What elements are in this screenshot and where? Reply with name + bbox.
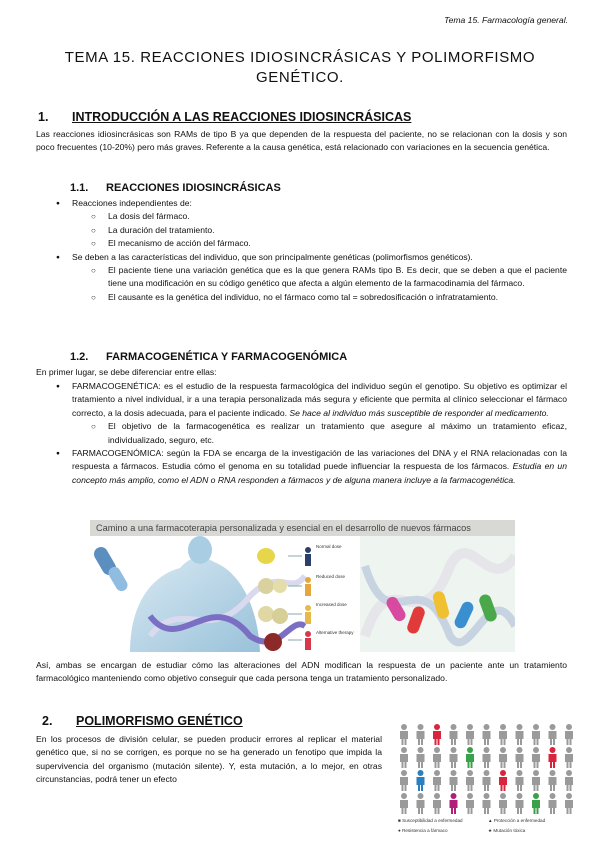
person-icon bbox=[450, 770, 458, 791]
subsection-1-1-body bbox=[54, 197, 567, 304]
person-icon bbox=[305, 605, 311, 624]
person-icon bbox=[417, 793, 425, 814]
person-icon bbox=[433, 747, 441, 768]
section-2-heading bbox=[42, 713, 243, 729]
person-icon bbox=[565, 793, 573, 814]
person-icon bbox=[483, 793, 491, 814]
pill-icon bbox=[272, 608, 288, 624]
figure-illustration bbox=[90, 536, 515, 652]
person-icon bbox=[466, 770, 474, 791]
closing-paragraph: Así, ambas se encargan de estudiar cómo las alteraciones del ADN modifican la respuesta de un paciente ante un tratamiento farmacológico manteniendo como objetivo conseguir que cada persona tenga un tratamiento personalizado. bbox=[36, 660, 567, 684]
list-item: ○ El causante es la genética del individuo, no el fármaco como tal = sobredosificación o infratratamiento. bbox=[90, 291, 567, 304]
legend-normal-dose: Normal dose bbox=[316, 544, 342, 549]
person-icon bbox=[400, 747, 408, 768]
section-2-number: 2. bbox=[42, 714, 53, 728]
person-icon bbox=[466, 724, 474, 745]
bullet-farmacogenetica bbox=[54, 380, 567, 447]
bullet-farmacogenomica bbox=[54, 447, 567, 487]
person-icon bbox=[565, 770, 573, 791]
person-icon bbox=[466, 747, 474, 768]
person-icon bbox=[450, 724, 458, 745]
subsection-1-2-title: FARMACOGENÉTICA Y FARMACOGENÓMICA bbox=[106, 351, 348, 363]
polymorphism-people-figure bbox=[392, 720, 578, 838]
subsection-1-2-number: 1.2. bbox=[70, 351, 89, 363]
list-item: ○ La duración del tratamiento. bbox=[90, 224, 567, 237]
bullet-characteristics bbox=[54, 251, 567, 305]
bullet-text: FARMACOGENÉTICA: es el estudio de la respuesta farmacológica del individuo según el genotipo. Su objetivo es optimizar el tratamiento a nivel individual, ir a una terapia personalizada más segura y eficiente que permita al clínico seleccionar el fármaco correcto, a la dosis adecuada, para el paciente indicado. bbox=[72, 381, 567, 418]
legend-drug-resistance: ● Resistencia a fármaco bbox=[398, 828, 448, 833]
bullet-italic-text: Se hace al individuo más susceptible de responder al medicamento. bbox=[289, 407, 549, 418]
person-icon bbox=[305, 631, 311, 650]
legend-reduced-dose: Reduced dose bbox=[316, 574, 346, 579]
person-icon bbox=[549, 724, 557, 745]
subsection-1-1-title: REACCIONES IDIOSINCRÁSICAS bbox=[106, 182, 281, 194]
legend-alternative-therapy: Alternative therapy bbox=[316, 630, 354, 635]
people-grid bbox=[392, 720, 578, 816]
person-icon bbox=[400, 724, 408, 745]
legend-increased-dose: Increased dose bbox=[316, 602, 347, 607]
bullet-text: Se deben a las características del individuo, que son principalmente genéticas (polimorfismos genéticos). bbox=[72, 251, 473, 262]
subsection-1-2-heading bbox=[70, 350, 347, 365]
pill-icon bbox=[258, 606, 274, 622]
person-icon bbox=[417, 724, 425, 745]
person-icon bbox=[499, 724, 507, 745]
person-icon bbox=[400, 793, 408, 814]
person-icon bbox=[532, 724, 540, 745]
person-icon bbox=[483, 724, 491, 745]
person-icon bbox=[433, 770, 441, 791]
person-icon bbox=[417, 747, 425, 768]
human-head-illustration bbox=[188, 536, 212, 564]
section-2-title: POLIMORFISMO GENÉTICO bbox=[76, 714, 243, 728]
person-icon bbox=[433, 724, 441, 745]
person-icon bbox=[466, 793, 474, 814]
section-1-heading bbox=[38, 109, 411, 125]
bullet-independent bbox=[54, 197, 567, 251]
section-1-number: 1. bbox=[38, 110, 49, 124]
running-header: Tema 15. Farmacología general. bbox=[444, 15, 568, 25]
subsection-1-2-body bbox=[54, 380, 567, 487]
section-1-title: INTRODUCCIÓN A LAS REACCIONES IDIOSINCRÁSICAS bbox=[72, 110, 412, 124]
person-icon bbox=[433, 793, 441, 814]
person-icon bbox=[549, 793, 557, 814]
person-icon bbox=[532, 793, 540, 814]
bullet-italic-text: Estudia en un concepto más amplio, como el ADN o RNA responden a fármacos y de alguna manera incluye a la farmacogenética. bbox=[72, 461, 567, 485]
pill-icon bbox=[273, 579, 287, 593]
person-icon bbox=[532, 747, 540, 768]
bullet-text: FARMACOGENÓMICA: según la FDA se encarga de la investigación de las variaciones del DNA y el RNA relacionadas con la respuesta a fármacos. Estudia cómo el genoma en su totalidad puede influenciar la respuesta de los fármacos. bbox=[72, 448, 567, 472]
person-icon bbox=[499, 747, 507, 768]
person-icon bbox=[499, 793, 507, 814]
person-icon bbox=[565, 724, 573, 745]
pill-icon bbox=[264, 633, 282, 651]
person-icon bbox=[516, 724, 524, 745]
page-title: TEMA 15. REACCIONES IDIOSINCRÁSICAS Y POLIMORFISMO GENÉTICO. bbox=[64, 49, 536, 86]
person-icon bbox=[450, 747, 458, 768]
section-2-paragraph: En los procesos de división celular, se pueden producir errores al replicar el material genético que, si no se corrigen, es porque no se ha generado un fenotipo que impida la supervivencia del organismo (mutación silente). Y, esta mutación, a lo mejor, en otras circunstancias, podrá tener un efecto bbox=[36, 734, 382, 785]
legend-susceptibility: ■ Susceptibilidad a enfermedad bbox=[398, 818, 463, 823]
subsection-1-1-number: 1.1. bbox=[70, 182, 89, 194]
pill-icon bbox=[258, 578, 274, 594]
legend-protection: ▲ Protección a enfermedad bbox=[488, 818, 546, 823]
person-icon bbox=[305, 577, 311, 596]
figure-caption: Camino a una farmacoterapia personalizada y esencial en el desarrollo de nuevos fármacos bbox=[90, 520, 515, 536]
person-icon bbox=[549, 770, 557, 791]
person-icon bbox=[400, 770, 408, 791]
person-icon bbox=[549, 747, 557, 768]
person-icon bbox=[417, 770, 425, 791]
person-icon bbox=[565, 747, 573, 768]
person-icon bbox=[532, 770, 540, 791]
person-icon bbox=[516, 747, 524, 768]
pharmacogenomics-figure bbox=[90, 520, 515, 652]
list-item: ○ El objetivo de la farmacogenética es realizar un tratamiento que asegure al máximo un tratamiento eficaz, individualizado, seguro, etc. bbox=[90, 420, 567, 447]
person-icon bbox=[450, 793, 458, 814]
person-icon bbox=[305, 547, 311, 566]
person-icon bbox=[516, 793, 524, 814]
list-item: ○ El mecanismo de acción del fármaco. bbox=[90, 237, 567, 250]
list-item: ○ El paciente tiene una variación genética que es la que genera RAMs tipo B. Es decir, que se deben a que el paciente tiene una modificación en su código genético que afecta a algún elemento de la farmacodinamia del fármaco. bbox=[90, 264, 567, 291]
pill-icon bbox=[257, 548, 275, 564]
bullet-text: Reacciones independientes de: bbox=[72, 198, 192, 208]
person-icon bbox=[499, 770, 507, 791]
person-icon bbox=[483, 770, 491, 791]
section-1-paragraph: Las reacciones idiosincrásicas son RAMs de tipo B ya que dependen de la respuesta del paciente, no se relacionan con la dosis y son poco frecuentes (10-20%) pero más graves. Referente a la causa genética, está relacionado con variaciones en la secuencia genética. bbox=[36, 129, 567, 153]
subsection-1-2-intro: En primer lugar, se debe diferenciar entre ellas: bbox=[36, 367, 217, 377]
subsection-1-1-heading bbox=[70, 181, 281, 196]
person-icon bbox=[516, 770, 524, 791]
list-item: ○ La dosis del fármaco. bbox=[90, 210, 567, 223]
person-icon bbox=[483, 747, 491, 768]
legend-toxic-mutation: ★ Mutación tóxica bbox=[488, 828, 526, 833]
